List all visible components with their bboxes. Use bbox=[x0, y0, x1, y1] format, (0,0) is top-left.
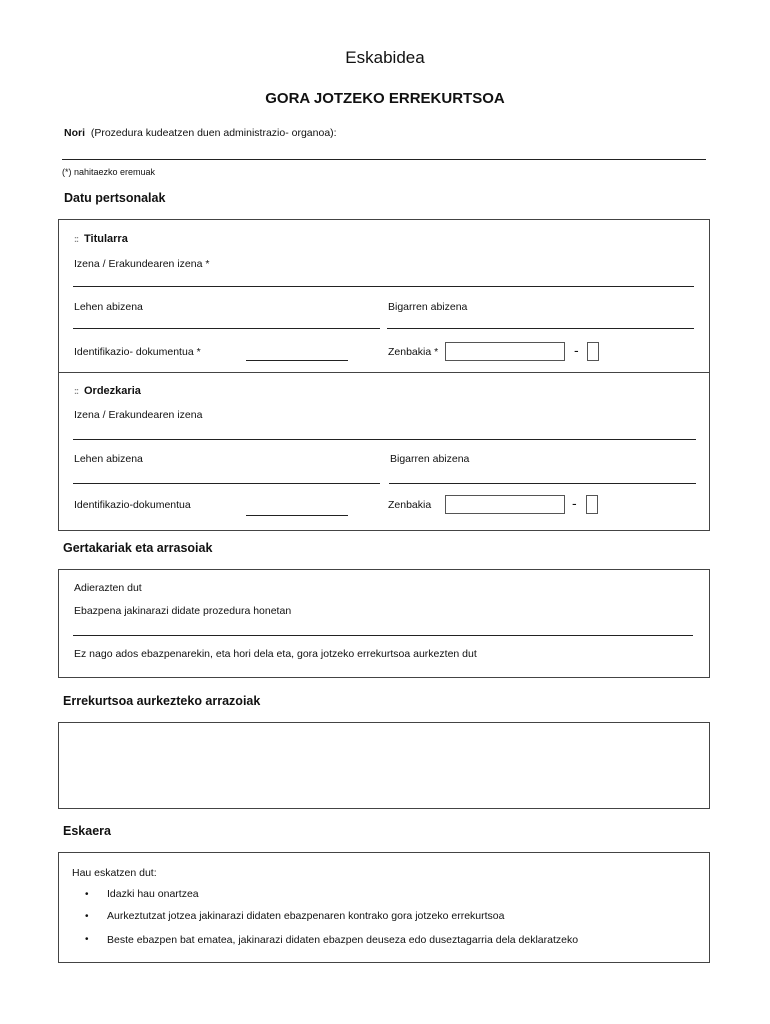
facts-line-3: Ez nago ados ebazpenarekin, eta hori dela eta, gora jotzeko errekurtsoa aurkezten dut bbox=[74, 648, 477, 660]
ordezkaria-number-input[interactable] bbox=[445, 495, 565, 514]
ordezkaria-id-doc-label: Identifikazio-dokumentua bbox=[74, 499, 191, 511]
ordezkaria-number-label: Zenbakia bbox=[388, 499, 432, 511]
section-request-title: Eskaera bbox=[63, 824, 111, 838]
request-item-1: Idazki hau onartzea bbox=[107, 888, 199, 900]
bullet-icon: • bbox=[85, 934, 89, 945]
facts-box bbox=[58, 569, 710, 678]
nori-description: (Prozedura kudeatzen duen administrazio- organoa): bbox=[90, 127, 337, 139]
section-reasons-title: Errekurtsoa aurkezteko arrazoiak bbox=[63, 694, 261, 708]
ordezkaria-number-dash: - bbox=[572, 495, 577, 511]
titular-id-doc-input[interactable] bbox=[246, 360, 348, 361]
titular-id-doc-label: Identifikazio- dokumentua * bbox=[74, 346, 201, 358]
bullet-icon: • bbox=[85, 889, 89, 900]
titular-surname1-label: Lehen abizena bbox=[74, 301, 143, 313]
titular-number-input[interactable] bbox=[445, 342, 565, 361]
titular-number-dash: - bbox=[574, 342, 579, 358]
nori-row bbox=[64, 127, 337, 139]
ordezkaria-surname1-input[interactable] bbox=[73, 483, 380, 484]
ordezkaria-surname1-label: Lehen abizena bbox=[74, 453, 143, 465]
ordezkaria-heading-label: Ordezkaria bbox=[84, 385, 141, 397]
titular-name-input[interactable] bbox=[73, 286, 694, 287]
titular-number-label: Zenbakia * bbox=[388, 346, 439, 358]
ordezkaria-heading bbox=[74, 385, 141, 397]
titular-name-label: Izena / Erakundearen izena * bbox=[74, 258, 210, 270]
nori-label: Nori bbox=[64, 127, 85, 139]
request-item-2: Aurkeztutzat jotzea jakinarazi didaten ebazpenaren kontrako gora jotzeko errekurtsoa bbox=[107, 910, 505, 922]
titular-surname1-input[interactable] bbox=[73, 328, 380, 329]
nori-input-line[interactable] bbox=[62, 159, 706, 160]
document-title: Eskabidea bbox=[345, 48, 425, 67]
grip-icon: :: bbox=[74, 386, 78, 396]
ordezkaria-id-doc-input[interactable] bbox=[246, 515, 348, 516]
ordezkaria-surname2-label: Bigarren abizena bbox=[390, 453, 470, 465]
titular-surname2-input[interactable] bbox=[387, 328, 694, 329]
request-intro: Hau eskatzen dut: bbox=[72, 867, 157, 879]
facts-line-1: Adierazten dut bbox=[74, 582, 142, 594]
bullet-icon: • bbox=[85, 911, 89, 922]
titular-surname2-label: Bigarren abizena bbox=[388, 301, 468, 313]
facts-line-2: Ebazpena jakinarazi didate prozedura honetan bbox=[74, 605, 292, 617]
ordezkaria-surname2-input[interactable] bbox=[389, 483, 696, 484]
section-facts-title: Gertakariak eta arrasoiak bbox=[63, 541, 213, 555]
titular-heading bbox=[74, 233, 128, 245]
form-title: GORA JOTZEKO ERREKURTSOA bbox=[265, 90, 505, 107]
required-note: (*) nahitaezko eremuak bbox=[62, 167, 156, 177]
personal-divider bbox=[58, 372, 710, 373]
facts-procedure-input[interactable] bbox=[73, 635, 693, 636]
request-item-3: Beste ebazpen bat ematea, jakinarazi didaten ebazpen deuseza edo duseztagarria dela deklaratzeko bbox=[107, 934, 579, 946]
ordezkaria-name-input[interactable] bbox=[73, 439, 696, 440]
ordezkaria-check-digit-input[interactable] bbox=[586, 495, 598, 514]
grip-icon: :: bbox=[74, 234, 78, 244]
section-personal-title: Datu pertsonalak bbox=[64, 191, 166, 205]
titular-heading-label: Titularra bbox=[84, 233, 128, 245]
reasons-textarea[interactable] bbox=[58, 722, 710, 809]
titular-check-digit-input[interactable] bbox=[587, 342, 599, 361]
ordezkaria-name-label: Izena / Erakundearen izena bbox=[74, 409, 203, 421]
